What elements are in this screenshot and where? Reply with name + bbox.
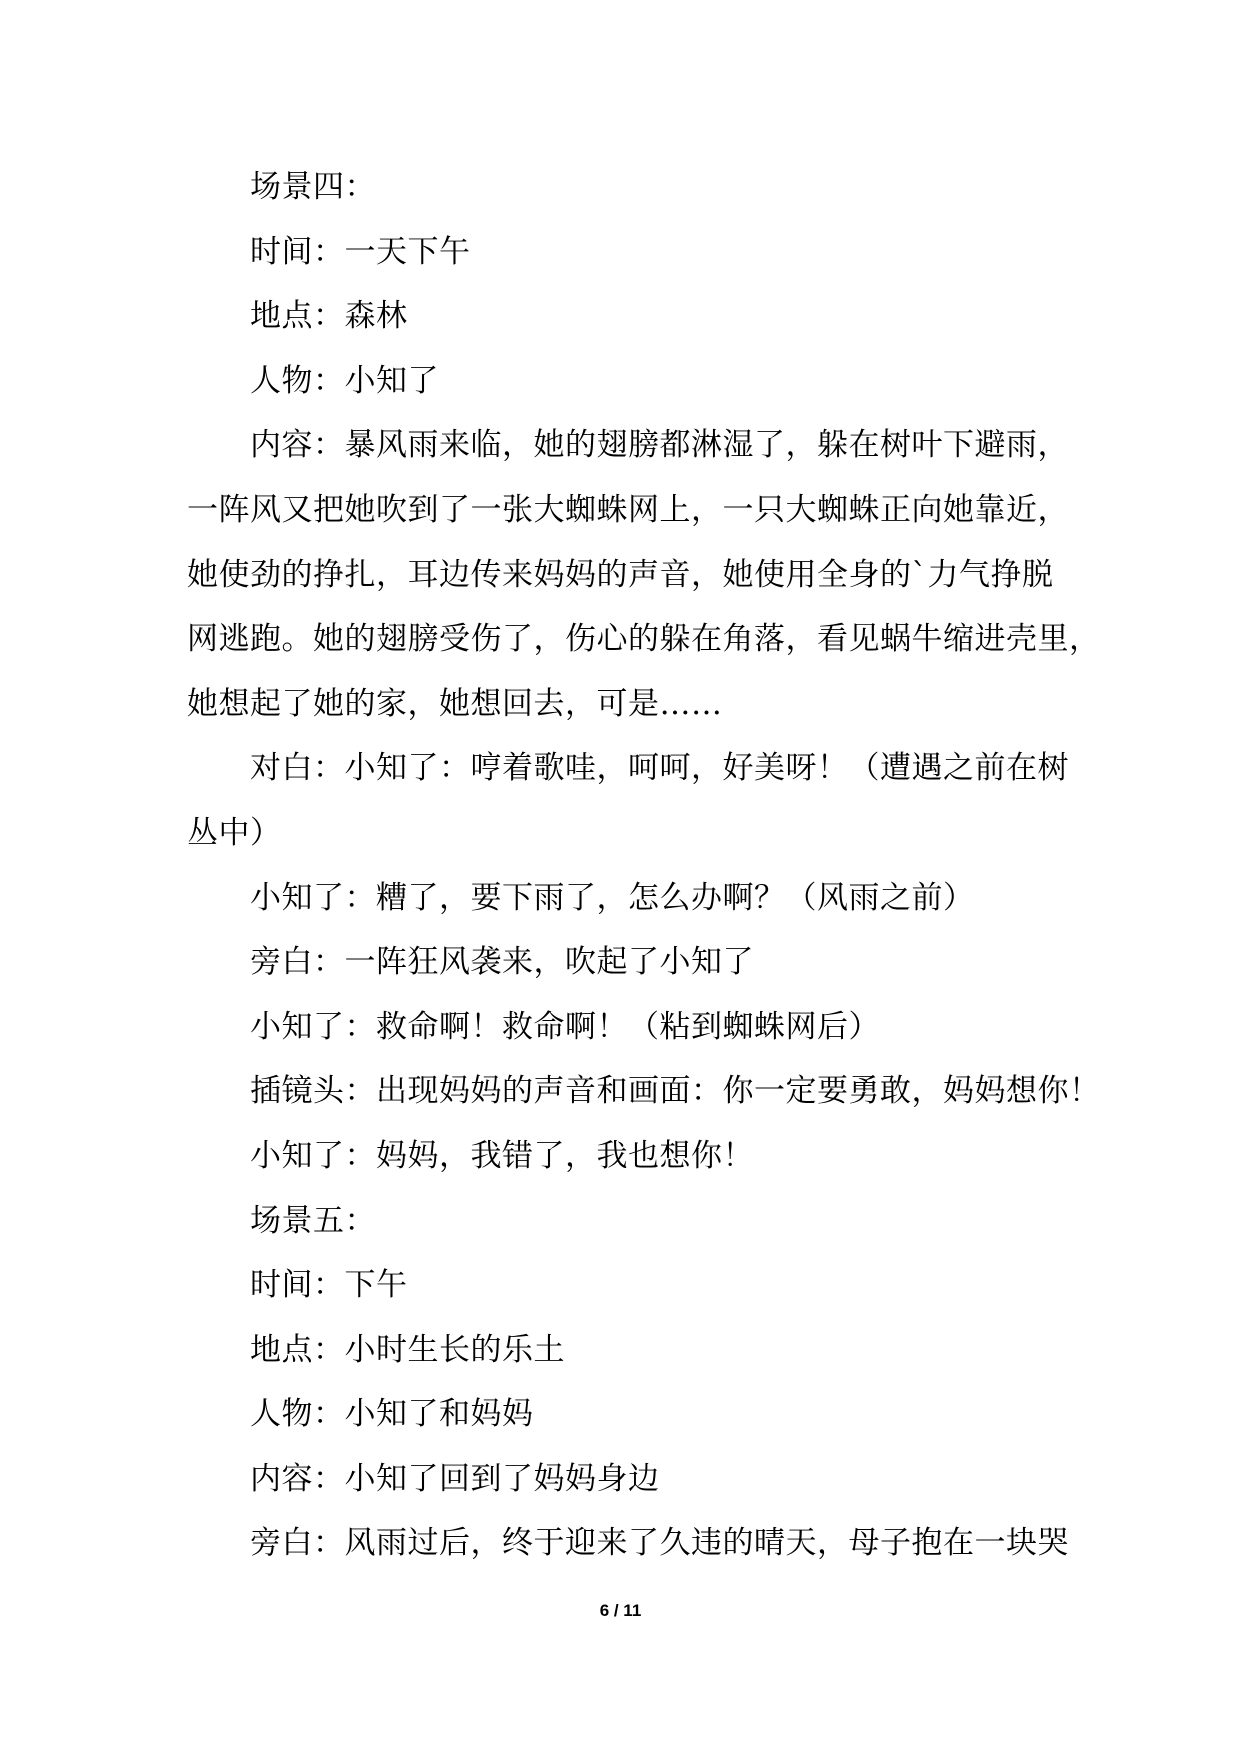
scene-location: 地点：小时生长的乐土 <box>250 1331 565 1368</box>
scene-time: 时间：下午 <box>250 1267 408 1304</box>
scene-characters: 人物：小知了和妈妈 <box>250 1396 534 1433</box>
scene-heading-4: 场景四： <box>250 169 376 205</box>
narration-line: 旁白：风雨过后，终于迎来了久违的晴天，母子抱在一块哭 <box>250 1525 1069 1562</box>
content-paragraph-line: 网逃跑。她的翅膀受伤了，伤心的躲在角落，看见蜗牛缩进壳里， <box>187 621 1101 658</box>
dialogue-line: 对白：小知了：哼着歌哇，呵呵，好美呀！（遭遇之前在树 <box>250 750 1069 787</box>
page-number: 6 / 11 <box>599 1601 642 1620</box>
dialogue-line: 丛中） <box>187 814 282 851</box>
content-paragraph-line: 她想起了她的家，她想回去，可是…… <box>187 685 723 722</box>
dialogue-line: 小知了：糟了，要下雨了，怎么办啊？（风雨之前） <box>250 879 975 916</box>
scene-location: 地点：森林 <box>250 298 408 335</box>
scene-time: 时间：一天下午 <box>250 233 471 270</box>
content-paragraph-line: 她使劲的挣扎，耳边传来妈妈的声音，她使用全身的`力气挣脱 <box>187 556 1054 593</box>
scene-characters: 人物：小知了 <box>250 362 439 399</box>
content-paragraph-line: 内容：暴风雨来临，她的翅膀都淋湿了，躲在树叶下避雨， <box>250 427 1069 464</box>
dialogue-line: 小知了：妈妈，我错了，我也想你！ <box>250 1137 754 1174</box>
cutaway-line: 插镜头：出现妈妈的声音和画面：你一定要勇敢，妈妈想你！ <box>250 1073 1101 1110</box>
content-paragraph-line: 一阵风又把她吹到了一张大蜘蛛网上，一只大蜘蛛正向她靠近， <box>187 491 1069 528</box>
dialogue-line: 小知了：救命啊！救命啊！（粘到蜘蛛网后） <box>250 1008 880 1045</box>
document-body <box>187 155 1101 1576</box>
scene-content: 内容：小知了回到了妈妈身边 <box>250 1460 660 1497</box>
scene-heading-5: 场景五： <box>250 1202 376 1239</box>
narration-line: 旁白：一阵狂风袭来，吹起了小知了 <box>250 944 754 981</box>
